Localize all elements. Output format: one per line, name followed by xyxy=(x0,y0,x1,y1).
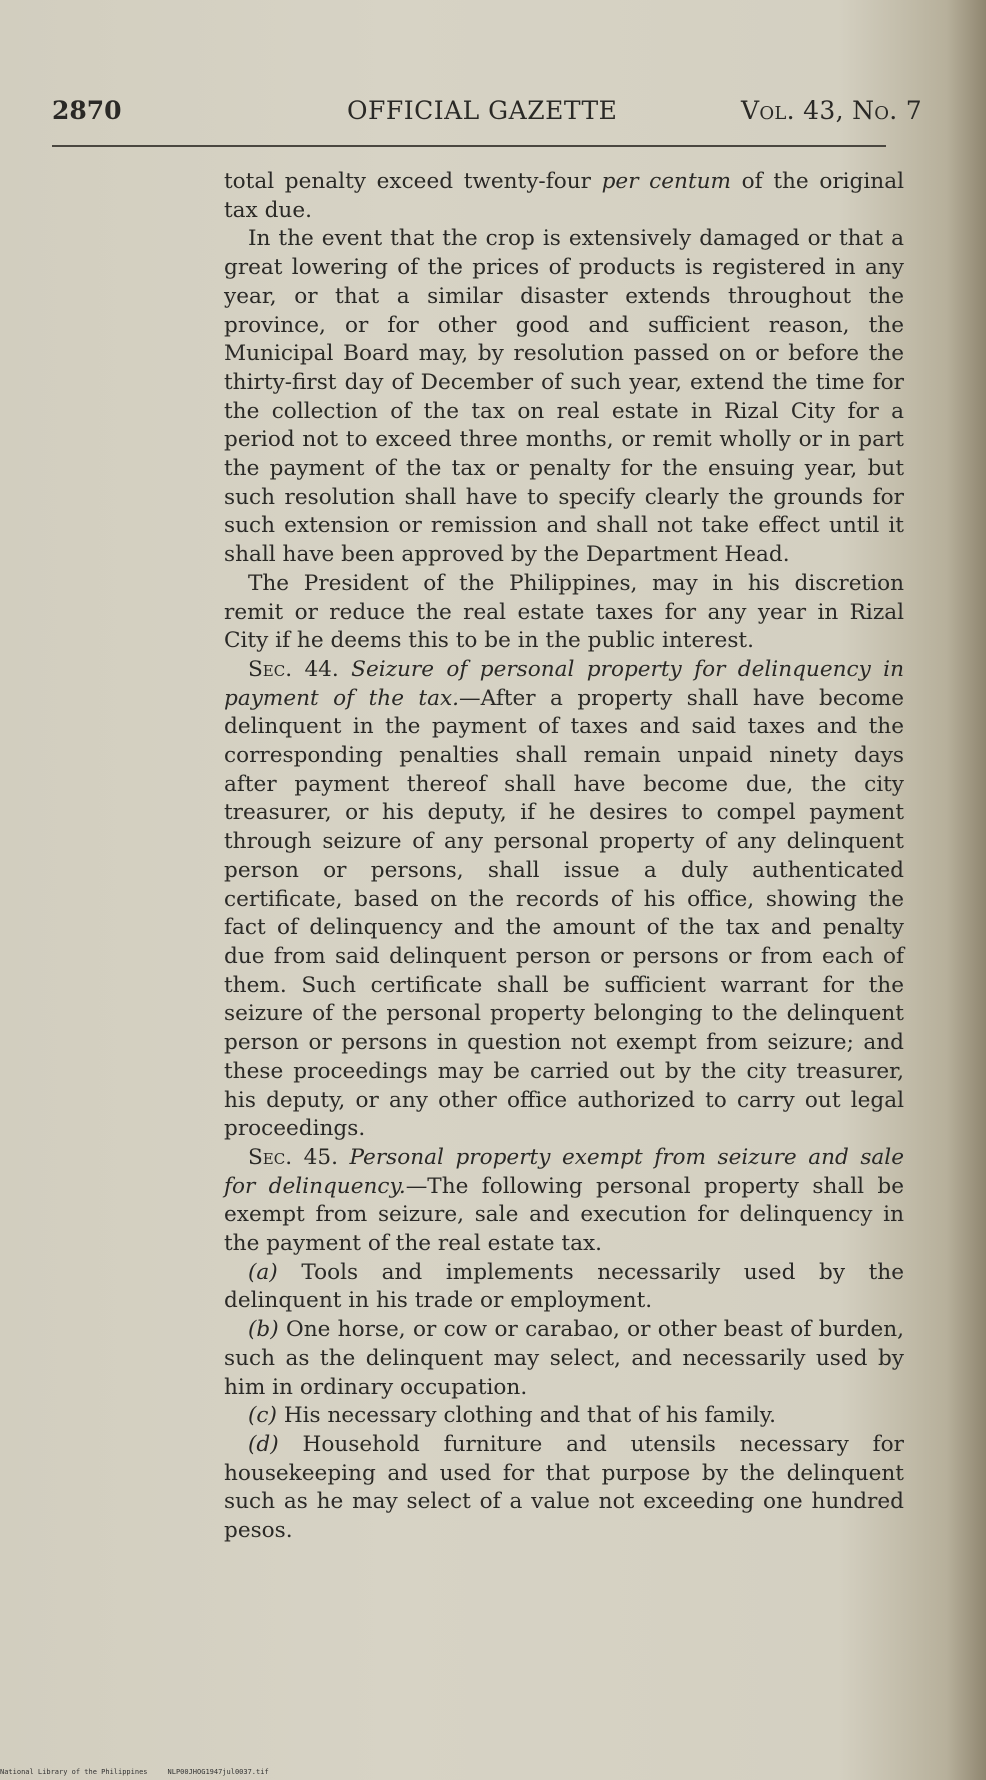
scan-footer xyxy=(0,1768,400,1780)
header-rule xyxy=(52,145,886,147)
paragraph-crop-damage: In the event that the crop is extensively damaged or that a great lowering of the prices of products is registered in any year, or that a similar disaster extends throughout the province, or for other good and sufficient reason, the Municipal Board may, by resolution passed on or before the thirty-first day of December of such year, extend the time for the collection of the tax on real estate in Rizal City for a period not to exceed three months, or remit wholly or in part the payment of the tax or penalty for the ensuing year, but such resolution shall have to specify clearly the grounds for such extension or remission and shall not take effect until it shall have been approved by the Department Head. xyxy=(224,226,904,568)
volume-issue: Vol. 43, No. 7 xyxy=(741,96,922,125)
list-item-b: (b) One horse, or cow or carabao, or other beast of burden, such as the delinquent may select, and necessarily used by him in ordinary occupation. xyxy=(224,1317,904,1400)
page-header xyxy=(52,96,922,132)
section-44-label: Sec. 44. xyxy=(248,656,352,682)
list-item-a: (a) Tools and implements necessarily used by the delinquent in his trade or employment. xyxy=(224,1259,904,1314)
section-44: Sec. 44. Seizure of personal property for delinquency in payment of the tax.—After a property shall have become delinquent in the payment of taxes and said taxes and the corresponding penalties shall remain unpaid ninety days after payment thereof shall have become due, the city treasurer, or his deputy, if he desires to compel payment through seizure of any personal property of any delinquent person or persons, shall issue a duly authenticated certificate, based on the records of his office, showing the fact of delinquency and the amount of the tax and penalty due from said delinquent person or persons or from each of them. Such certificate shall be sufficient warrant for the seizure of the personal property belonging to the delinquent person or persons in question not exempt from seizure; and these proceedings may be carried out by the city treasurer, his deputy, or any other office authorized to carry out legal proceedings. xyxy=(224,656,905,1142)
list-item-d: (d) Household furniture and utensils necessary for housekeeping and used for that purpose by the delinquent such as he may select of a value not exceeding one hundred pesos. xyxy=(224,1431,904,1544)
section-45-title: Personal property exempt from seizure and sale for delinquency. xyxy=(224,1144,904,1199)
page-number: 2870 xyxy=(52,96,122,125)
section-45: Sec. 45. Personal property exempt from seizure and sale for delinquency.—The following personal property shall be exempt from seizure, sale and execution for delinquency in the payment of the real estate tax. xyxy=(224,1144,904,1257)
section-45-label: Sec. 45. xyxy=(248,1144,350,1170)
publication-title: OFFICIAL GAZETTE xyxy=(347,96,618,125)
list-item-c: (c) His necessary clothing and that of his family. xyxy=(248,1403,777,1429)
paragraph-continued: total penalty exceed twenty-four per centum of the original tax due. xyxy=(224,169,904,223)
paragraph-president: The President of the Philippines, may in his discretion remit or reduce the real estate taxes for any year in Rizal City if he deems this to be in the public interest. xyxy=(224,570,904,654)
file-id: NLP00JHOG1947jul0037.tif xyxy=(167,1768,269,1776)
body-text xyxy=(224,168,904,1546)
library-credit: National Library of the Philippines xyxy=(0,1768,148,1776)
section-44-title: Seizure of personal property for delinquency in payment of the tax. xyxy=(224,656,904,711)
